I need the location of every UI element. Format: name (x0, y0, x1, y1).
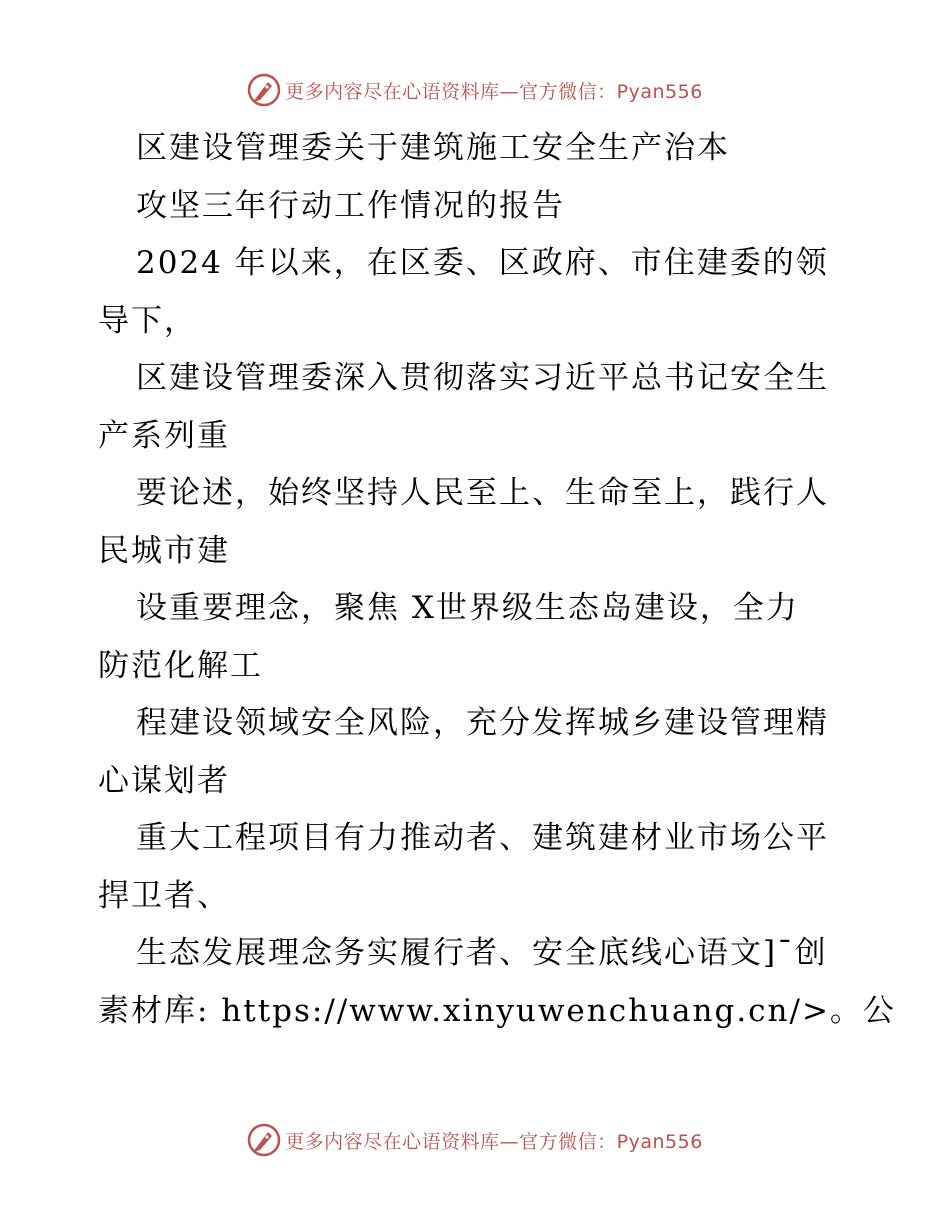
header-watermark-banner (0, 68, 950, 112)
paragraph-line: 导下， (98, 302, 197, 339)
paragraph-line: 防范化解工 (98, 647, 263, 684)
title-line-2: 攻坚三年行动工作情况的报告 (136, 187, 565, 224)
paragraph-line: 产系列重 (98, 417, 230, 454)
paragraph-line: 区建设管理委深入贯彻落实习近平总书记安全生 (136, 360, 829, 396)
title-line-1: 区建设管理委关于建筑施工安全生产治本 (136, 130, 730, 166)
header-watermark-text: 更多内容尽在心语资料库—官方微信：Pyan556 (285, 80, 703, 103)
paragraph-line: 捍卫者、 (98, 877, 230, 914)
footer-watermark-text: 更多内容尽在心语资料库—官方微信：Pyan556 (285, 1130, 703, 1153)
document-body (98, 120, 896, 1040)
paragraph-line: 要论述，始终坚持人民至上、生命至上，践行人 (136, 475, 829, 511)
paragraph-line: 素材库: https://www.xinyuwenchuang.cn/>。公 (98, 992, 896, 1029)
footer-watermark-banner (0, 1118, 950, 1162)
pen-nib-logo-icon (247, 1123, 281, 1157)
paragraph-line: 重大工程项目有力推动者、建筑建材业市场公平 (136, 820, 829, 856)
paragraph-line: 心谋划者 (98, 762, 230, 799)
pen-nib-logo-icon (247, 73, 281, 107)
paragraph-line: 设重要理念，聚焦 X世界级生态岛建设，全力 (136, 590, 799, 626)
paragraph-line: 生态发展理念务实履行者、安全底线心语文]¯创 (136, 935, 828, 971)
paragraph-line: 程建设领域安全风险，充分发挥城乡建设管理精 (136, 705, 829, 741)
paragraph-line: 2024 年以来，在区委、区政府、市住建委的领 (136, 245, 829, 281)
paragraph-line: 民城市建 (98, 532, 230, 569)
